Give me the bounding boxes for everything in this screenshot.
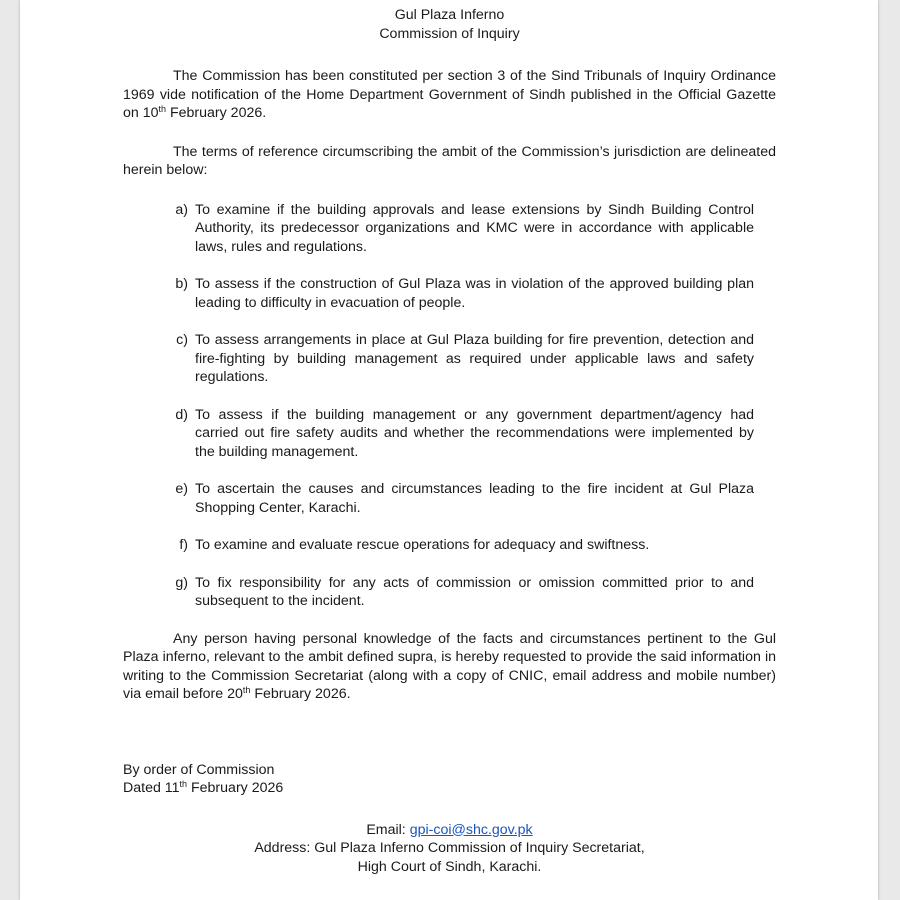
term-item [173, 574, 754, 611]
term-letter: d) [175, 406, 188, 423]
term-letter: b) [175, 276, 188, 292]
email-line [123, 821, 776, 840]
request-paragraph [123, 630, 776, 704]
intro-paragraph [123, 67, 776, 123]
notice-body [123, 6, 776, 876]
term-text: To examine if the building approvals and lease extensions by Sindh Building Control Authority, its predecessor organizations and KMC were in accordance with applicable laws, rules and regulations. [195, 201, 754, 255]
term-letter: g) [175, 574, 188, 591]
term-letter: e) [175, 481, 188, 497]
term-text: To examine and evaluate rescue operations for adequacy and swiftness. [195, 537, 650, 553]
term-letter: c) [176, 332, 188, 348]
term-item [173, 275, 754, 312]
dated-suffix: th [179, 779, 188, 789]
notice-title: Gul Plaza Inferno [394, 7, 505, 23]
intro-date-suffix: th [158, 104, 167, 114]
email-label: Email: [366, 821, 410, 838]
order-line: By order of Commission [123, 761, 275, 778]
address-line-1: Address: Gul Plaza Inferno Commission of Inquiry Secretariat, [254, 840, 645, 856]
term-text: To ascertain the causes and circumstances leading to the fire incident at Gul Plaza Shopping Center, Karachi. [195, 481, 754, 516]
terms-of-reference-list [123, 201, 776, 611]
term-item [173, 201, 754, 257]
term-text: To fix responsibility for any acts of commission or omission committed prior to and subsequent to the incident. [195, 574, 754, 609]
term-item [173, 406, 754, 462]
request-text: Any person having personal knowledge of the facts and circumstances pertinent to the Gul Plaza inferno, relevant to the ambit defined supra, is hereby requested to provide the said information in writing to the Commission Secretariat (along with a copy of CNIC, email address and mobile number) via email before 20 [123, 630, 776, 702]
term-text: To assess arrangements in place at Gul Plaza building for fire prevention, detection and fire-fighting by building management as required under applicable laws and safety regulations. [195, 332, 754, 385]
dated-line [123, 779, 776, 798]
dated-tail: February 2026 [187, 780, 284, 796]
term-item [173, 331, 754, 387]
intro-date-tail: February 2026. [166, 105, 267, 121]
notice-subtitle: Commission of Inquiry [379, 25, 520, 42]
term-letter: f) [179, 537, 188, 553]
document-page [20, 0, 878, 900]
request-date-tail: February 2026. [250, 686, 351, 702]
term-item [173, 536, 754, 555]
term-text: To assess if the construction of Gul Plaza was in violation of the approved building plan leading to difficulty in evacuation of people. [195, 276, 754, 311]
address-line-2: High Court of Sindh, Karachi. [357, 858, 542, 875]
term-item [173, 480, 754, 517]
term-letter: a) [175, 201, 188, 218]
order-block [123, 761, 776, 798]
intro-text: The Commission has been constituted per section 3 of the Sind Tribunals of Inquiry Ordinance 1969 vide notification of the Home Department Government of Sindh published in the Official Gazette on 10 [123, 68, 776, 121]
email-link[interactable]: gpi-coi@shc.gov.pk [409, 821, 533, 838]
dated-text: Dated 11 [123, 780, 180, 796]
terms-intro-paragraph: The terms of reference circumscribing the ambit of the Commission’s jurisdiction are delineated herein below: [123, 143, 776, 178]
request-date-suffix: th [242, 685, 251, 695]
contact-footer [123, 821, 776, 877]
term-text: To assess if the building management or any government department/agency had carried out fire safety audits and whether the recommendations were implemented by the building management. [195, 406, 754, 460]
